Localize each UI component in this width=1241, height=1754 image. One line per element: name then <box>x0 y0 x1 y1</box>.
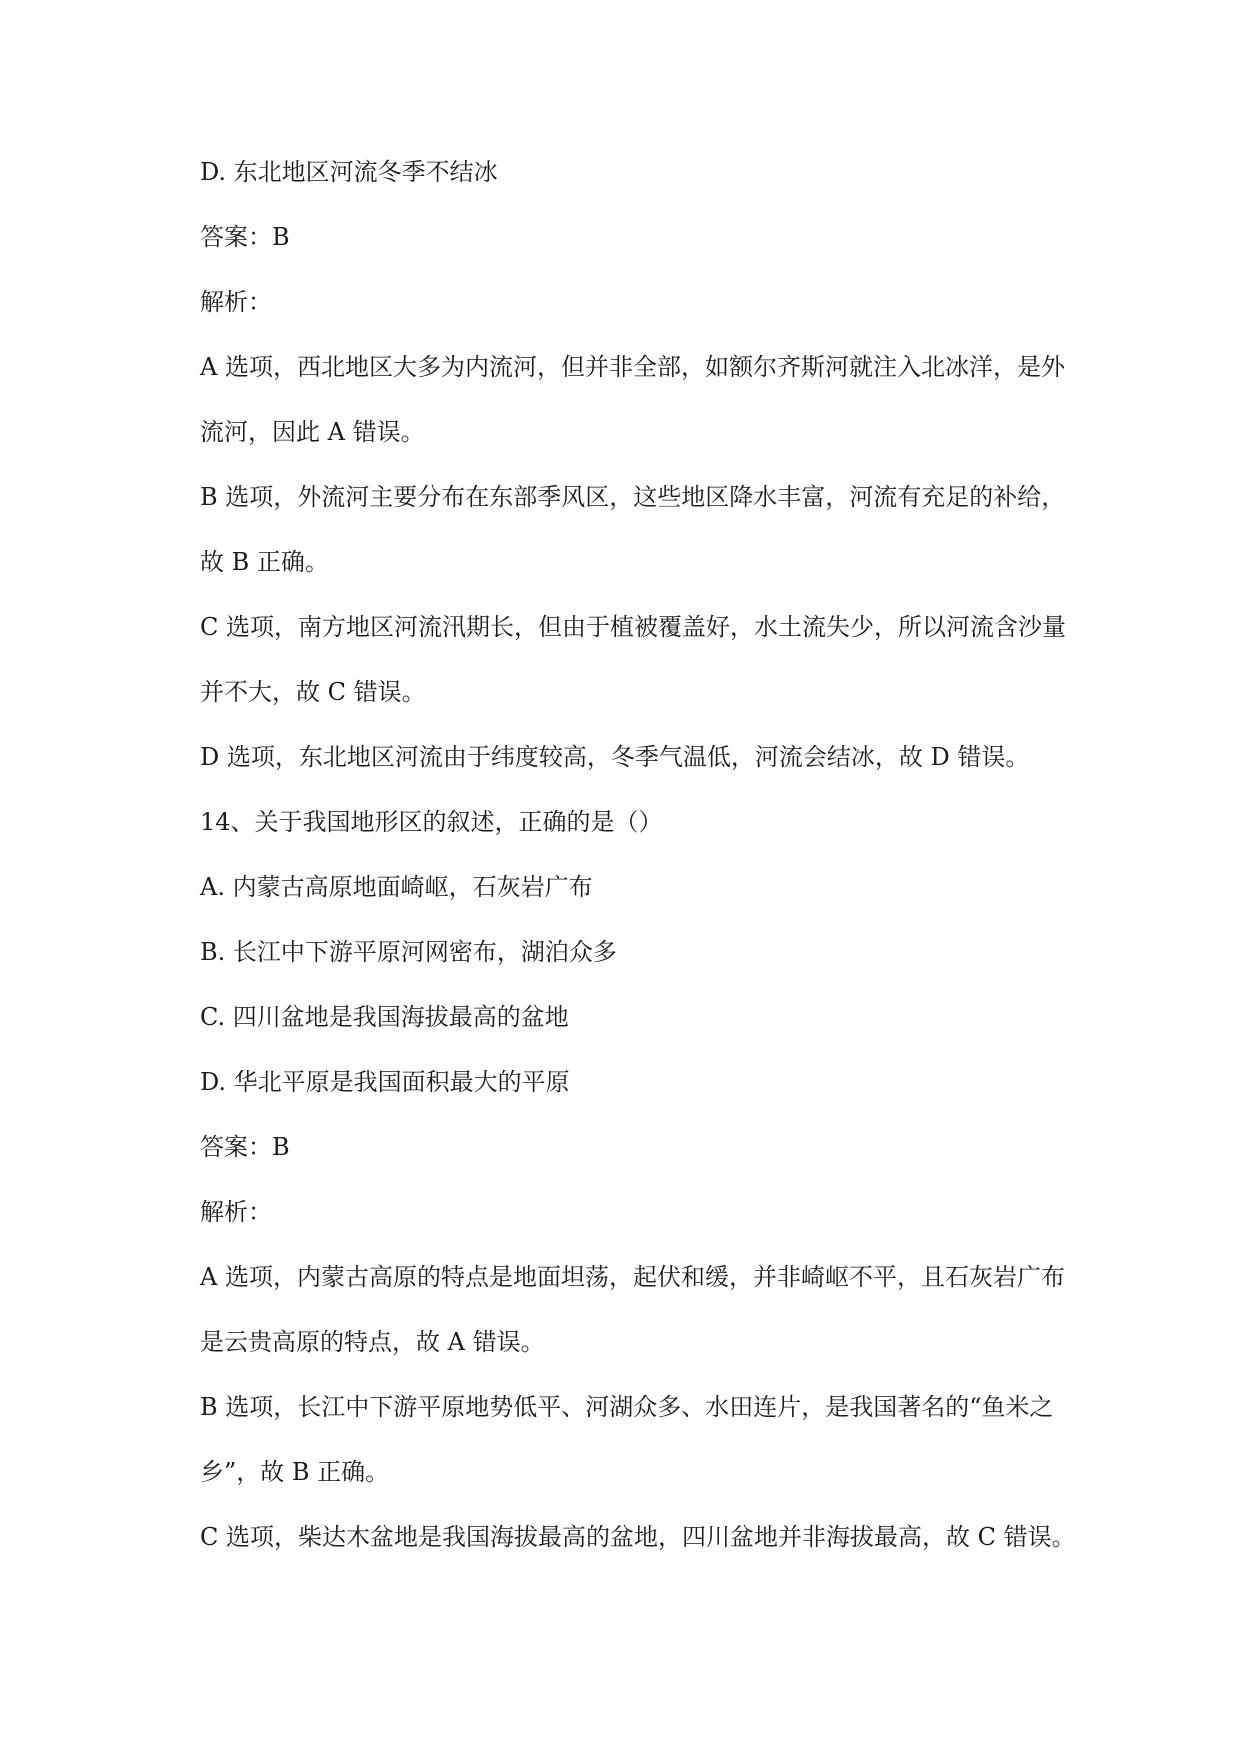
q14-option-b: B. 长江中下游平原河网密布，湖泊众多 <box>200 938 617 966</box>
q14-analysis-a-line-2: 是云贵高原的特点，故 A 错误。 <box>200 1328 545 1356</box>
q14-answer: 答案：B <box>200 1133 290 1161</box>
q13-answer: 答案：B <box>200 223 290 251</box>
q14-option-c: C. 四川盆地是我国海拔最高的盆地 <box>200 1003 569 1031</box>
q14-analysis-b-line-2: 乡”，故 B 正确。 <box>200 1458 390 1486</box>
q13-analysis-b-line-2: 故 B 正确。 <box>200 548 329 576</box>
q14-question: 14、关于我国地形区的叙述，正确的是（） <box>200 808 663 836</box>
q14-option-a: A. 内蒙古高原地面崎岖，石灰岩广布 <box>200 873 593 901</box>
q13-analysis-b-line-1: B 选项，外流河主要分布在东部季风区，这些地区降水丰富，河流有充足的补给， <box>200 483 1066 511</box>
q13-analysis-c-line-2: 并不大，故 C 错误。 <box>200 678 426 706</box>
q14-analysis-c-line-1: C 选项，柴达木盆地是我国海拔最高的盆地，四川盆地并非海拔最高，故 C 错误。 <box>200 1523 1076 1551</box>
q14-analysis-label: 解析： <box>200 1198 272 1226</box>
q13-analysis-label: 解析： <box>200 288 272 316</box>
document-page <box>200 140 1105 1570</box>
q14-option-d: D. 华北平原是我国面积最大的平原 <box>200 1068 570 1096</box>
q13-analysis-d-line-1: D 选项，东北地区河流由于纬度较高，冬季气温低，河流会结冰，故 D 错误。 <box>200 743 1030 771</box>
q14-analysis-a-line-1: A 选项，内蒙古高原的特点是地面坦荡，起伏和缓，并非崎岖不平，且石灰岩广布 <box>200 1263 1065 1291</box>
q13-option-d: D. 东北地区河流冬季不结冰 <box>200 158 498 186</box>
q13-analysis-c-line-1: C 选项，南方地区河流汛期长，但由于植被覆盖好，水土流失少，所以河流含沙量 <box>200 613 1066 641</box>
q13-analysis-a-line-2: 流河，因此 A 错误。 <box>200 418 425 446</box>
q14-analysis-b-line-1: B 选项，长江中下游平原地势低平、河湖众多、水田连片，是我国著名的“鱼米之 <box>200 1393 1054 1421</box>
q13-analysis-a-line-1: A 选项，西北地区大多为内流河，但并非全部，如额尔齐斯河就注入北冰洋，是外 <box>200 353 1065 381</box>
